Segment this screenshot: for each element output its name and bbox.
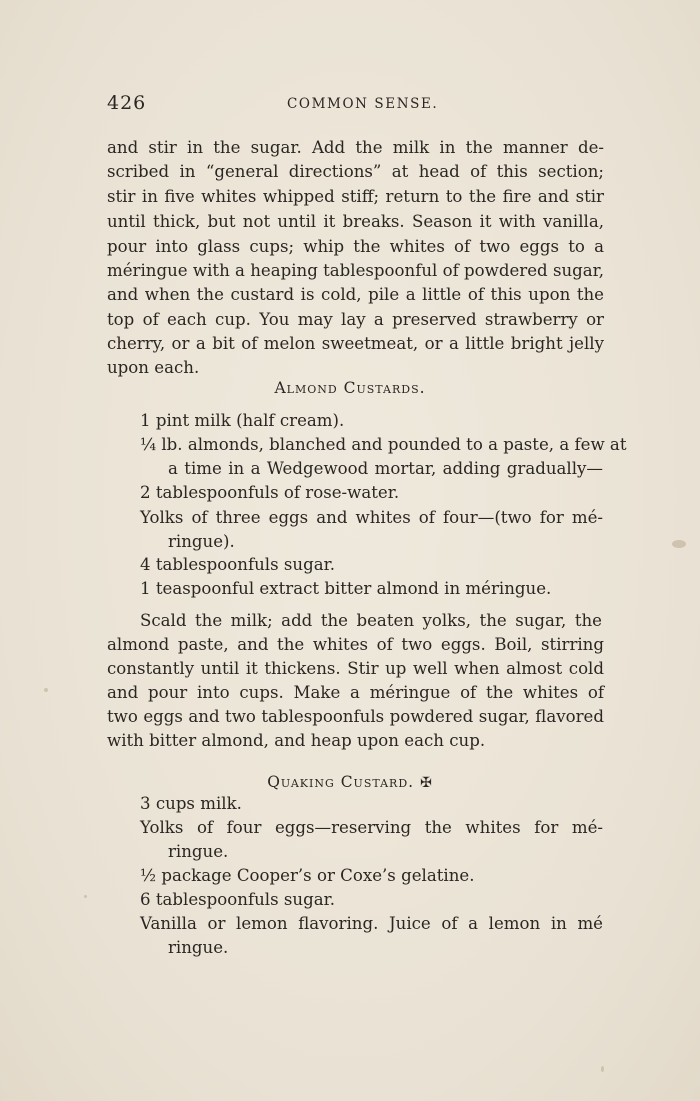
paragraph-line: upon each. <box>107 358 200 377</box>
ingredient-line: 1 teaspoonful extract bitter almond in méringue. <box>140 579 552 598</box>
paragraph-line: top of each cup. You may lay a preserved strawberry or <box>107 310 604 329</box>
paragraph-line: stir in five whites whipped stiff; return to the fire and stir <box>107 187 604 206</box>
paragraph-line: scribed in “general directions” at head of this section; <box>107 162 604 181</box>
ingredient-line: 4 tablespoonfuls sugar. <box>140 555 335 574</box>
directions-line: with bitter almond, and heap upon each cup. <box>107 731 486 750</box>
ingredient-line: Yolks of four eggs—reserving the whites for mé- <box>140 818 603 837</box>
ingredient-line: 3 cups milk. <box>140 794 242 813</box>
ingredient-line: ringue. <box>168 938 229 957</box>
ingredient-line: ringue). <box>168 532 235 551</box>
recipe-title-quaking-custard <box>0 773 700 791</box>
paper-speck <box>601 1066 604 1072</box>
paragraph-line: and when the custard is cold, pile a little of this upon the <box>107 285 604 304</box>
recipe-title-text: Quaking Custard. <box>267 773 415 791</box>
page-header <box>107 92 607 118</box>
paragraph-line: méringue with a heaping tablespoonful of powdered sugar, <box>107 261 605 280</box>
ingredient-line: ½ package Cooper’s or Coxe’s gelatine. <box>140 866 475 885</box>
ingredient-line: Vanilla or lemon flavoring. Juice of a lemon in mé <box>140 914 603 933</box>
directions-line: two eggs and two tablespoonfuls powdered sugar, flavored <box>107 707 604 726</box>
page-number: 426 <box>107 92 147 114</box>
ingredient-line: ¼ lb. almonds, blanched and pounded to a paste, a few at <box>140 435 627 454</box>
paper-speck <box>44 688 48 692</box>
ingredient-line: 1 pint milk (half cream). <box>140 411 345 430</box>
paper-speck <box>84 895 87 898</box>
running-head: COMMON SENSE. <box>287 96 439 112</box>
directions-line: and pour into cups. Make a méringue of the whites of <box>107 683 604 702</box>
ingredient-line: ringue. <box>168 842 229 861</box>
directions-line: Scald the milk; add the beaten yolks, the sugar, the <box>140 611 602 630</box>
paper-speck <box>672 540 686 548</box>
ingredient-line: 6 tablespoonfuls sugar. <box>140 890 335 909</box>
directions-line: constantly until it thickens. Stir up well when almost cold <box>107 659 604 678</box>
ingredient-line: Yolks of three eggs and whites of four—(two for mé- <box>140 508 603 527</box>
paragraph-line: pour into glass cups; whip the whites of two eggs to a <box>107 237 604 256</box>
paragraph-line: cherry, or a bit of melon sweetmeat, or a little bright jelly <box>107 334 604 353</box>
paragraph-line: and stir in the sugar. Add the milk in the manner de- <box>107 138 604 157</box>
cross-ornament-icon: ✠ <box>420 775 433 791</box>
ingredient-line: 2 tablespoonfuls of rose-water. <box>140 483 400 502</box>
ingredient-line: a time in a Wedgewood mortar, adding gradually— <box>168 459 603 478</box>
directions-line: almond paste, and the whites of two eggs. Boil, stirring <box>107 635 604 654</box>
paragraph-line: until thick, but not until it breaks. Season it with vanilla, <box>107 212 604 231</box>
recipe-title-almond-custards: Almond Custards. <box>274 379 426 397</box>
